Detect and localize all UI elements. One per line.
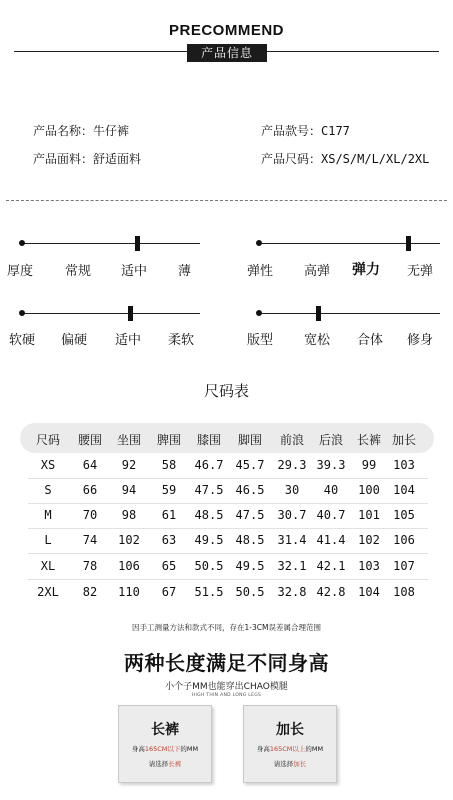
size-table-cell: 51.5 <box>194 585 224 599</box>
size-table-cell: 45.7 <box>235 458 265 472</box>
size-table-cell: 48.5 <box>194 508 224 522</box>
scale-label: 高弹 <box>304 264 331 279</box>
scale-track <box>22 243 200 244</box>
size-table-header-cell: 腰围 <box>77 433 102 447</box>
scale-marker <box>128 306 133 321</box>
size-table-header-cell: 长裤 <box>356 433 381 447</box>
card-height-line: 身高165CM以上的MM <box>256 745 324 753</box>
scale-start-dot <box>256 240 262 246</box>
scale-label: 无弹 <box>407 264 434 279</box>
scale-start-dot <box>19 240 25 246</box>
scale-label: 软硬 <box>9 333 36 348</box>
promo-title: 两种长度满足不同身高 <box>124 651 329 675</box>
size-table-cell: 50.5 <box>194 559 224 573</box>
table-row-divider <box>28 553 428 554</box>
size-table-cell: 66 <box>82 483 98 497</box>
header-divider-right <box>267 51 439 52</box>
scale-label: 柔软 <box>168 333 195 348</box>
card-choice-line: 请选择加长 <box>273 760 307 768</box>
scale-label: 弹性 <box>247 264 274 279</box>
size-table-cell: 63 <box>161 533 177 547</box>
size-table-cell: 67 <box>161 585 177 599</box>
size-table-cell: 48.5 <box>235 533 265 547</box>
size-table-cell: 82 <box>82 585 98 599</box>
size-table-header-cell: 脾围 <box>156 433 181 447</box>
scale-label: 厚度 <box>7 264 34 279</box>
size-table-cell: 42.8 <box>316 585 346 599</box>
size-table-cell: 42.1 <box>316 559 346 573</box>
scale-label: 宽松 <box>304 333 331 348</box>
scale-track <box>259 243 440 244</box>
scale-start-dot <box>19 310 25 316</box>
size-table-cell: 98 <box>121 508 137 522</box>
size-table-cell: 61 <box>161 508 177 522</box>
size-table-cell: 110 <box>118 585 140 599</box>
size-table-cell: 40 <box>323 483 339 497</box>
size-table-header-cell: 尺码 <box>35 433 60 447</box>
size-table-cell: 59 <box>161 483 177 497</box>
size-table-cell: 46.5 <box>235 483 265 497</box>
size-table-cell: 70 <box>82 508 98 522</box>
size-table-header-cell: 膝围 <box>196 433 221 447</box>
size-table-header-cell: 加长 <box>391 433 416 447</box>
card-title: 长裤 <box>151 722 179 738</box>
scale-label-selected: 弹力 <box>352 262 380 278</box>
size-table-cell: 30.7 <box>277 508 307 522</box>
size-table-cell: 46.7 <box>194 458 224 472</box>
promo-tagline: HIGH THIN AND LONG LEGS <box>191 693 262 698</box>
length-card-extended <box>243 705 337 783</box>
size-table-cell: 106 <box>118 559 140 573</box>
scale-label: 修身 <box>407 333 434 348</box>
size-table-cell: XS <box>40 458 56 472</box>
size-table-cell: 49.5 <box>194 533 224 547</box>
size-table-cell: 49.5 <box>235 559 265 573</box>
scale-marker <box>316 306 321 321</box>
size-table-cell: 92 <box>121 458 137 472</box>
promo-subtitle: 小个子MM也能穿出CHAO模腿 <box>165 682 288 692</box>
size-table-cell: 78 <box>82 559 98 573</box>
scale-start-dot <box>256 310 262 316</box>
scale-label: 适中 <box>121 264 148 279</box>
scale-label: 常规 <box>65 264 92 279</box>
measurement-note: 因手工测量方法和款式不同，存在1-3CM误差属合理范围 <box>132 623 321 632</box>
size-table-cell: 103 <box>393 458 415 472</box>
size-table-title: 尺码表 <box>203 382 249 400</box>
size-table-cell: XL <box>40 559 56 573</box>
scale-label: 偏硬 <box>61 333 88 348</box>
size-table-cell: 47.5 <box>235 508 265 522</box>
size-table-cell: 32.1 <box>277 559 307 573</box>
size-table-cell: 100 <box>358 483 380 497</box>
card-choice-line: 请选择长裤 <box>148 760 182 768</box>
scale-label: 合体 <box>357 333 384 348</box>
size-table-cell: 104 <box>358 585 380 599</box>
size-table-cell: 94 <box>121 483 137 497</box>
size-table-cell: 102 <box>118 533 140 547</box>
size-table-cell: 31.4 <box>277 533 307 547</box>
product-name: 产品名称：牛仔裤 <box>33 124 130 138</box>
section-label: 产品信息 <box>187 44 267 62</box>
size-table-cell: 47.5 <box>194 483 224 497</box>
table-row-divider <box>28 579 428 580</box>
size-table-cell: 58 <box>161 458 177 472</box>
size-table-cell: 64 <box>82 458 98 472</box>
card-title: 加长 <box>276 722 304 738</box>
size-table-cell: 101 <box>358 508 380 522</box>
scale-label: 适中 <box>115 333 142 348</box>
scale-label: 薄 <box>178 264 192 279</box>
product-fabric: 产品面料：舒适面料 <box>33 152 142 166</box>
size-table-cell: 41.4 <box>316 533 346 547</box>
size-table-cell: 106 <box>393 533 415 547</box>
size-table-cell: 65 <box>161 559 177 573</box>
size-table-header-cell: 坐围 <box>116 433 141 447</box>
size-table-cell: 39.3 <box>316 458 346 472</box>
scale-marker <box>406 236 411 251</box>
scale-track <box>22 313 200 314</box>
size-table-cell: 30 <box>284 483 300 497</box>
product-sizes: 产品尺码：XS/S/M/L/XL/2XL <box>261 152 430 166</box>
size-table-cell: 103 <box>358 559 380 573</box>
size-table-cell: 99 <box>361 458 377 472</box>
size-table-cell: S <box>44 483 52 497</box>
scale-track <box>259 313 440 314</box>
size-table-cell: 32.8 <box>277 585 307 599</box>
size-table-cell: 107 <box>393 559 415 573</box>
table-row-divider <box>28 503 428 504</box>
page-title: PRECOMMEND <box>168 22 284 39</box>
size-table-cell: 108 <box>393 585 415 599</box>
size-table-cell: L <box>44 533 52 547</box>
size-table-header-cell: 后浪 <box>318 433 343 447</box>
size-table-cell: 50.5 <box>235 585 265 599</box>
table-row-divider <box>28 478 428 479</box>
size-table-cell: M <box>44 508 52 522</box>
scale-marker <box>135 236 140 251</box>
size-table-cell: 102 <box>358 533 380 547</box>
size-table-header-cell: 脚围 <box>237 433 262 447</box>
product-code: 产品款号：C177 <box>261 124 350 138</box>
size-table-cell: 40.7 <box>316 508 346 522</box>
length-card-regular <box>118 705 212 783</box>
scale-label: 版型 <box>247 333 274 348</box>
size-table-header-cell: 前浪 <box>279 433 304 447</box>
table-row-divider <box>28 528 428 529</box>
size-table-cell: 2XL <box>37 585 59 599</box>
section-divider <box>6 200 447 201</box>
size-table-cell: 74 <box>82 533 98 547</box>
size-table-cell: 105 <box>393 508 415 522</box>
header-divider-left <box>14 51 187 52</box>
size-table-cell: 29.3 <box>277 458 307 472</box>
size-table-cell: 104 <box>393 483 415 497</box>
card-height-line: 身高165CM以下的MM <box>131 745 199 753</box>
